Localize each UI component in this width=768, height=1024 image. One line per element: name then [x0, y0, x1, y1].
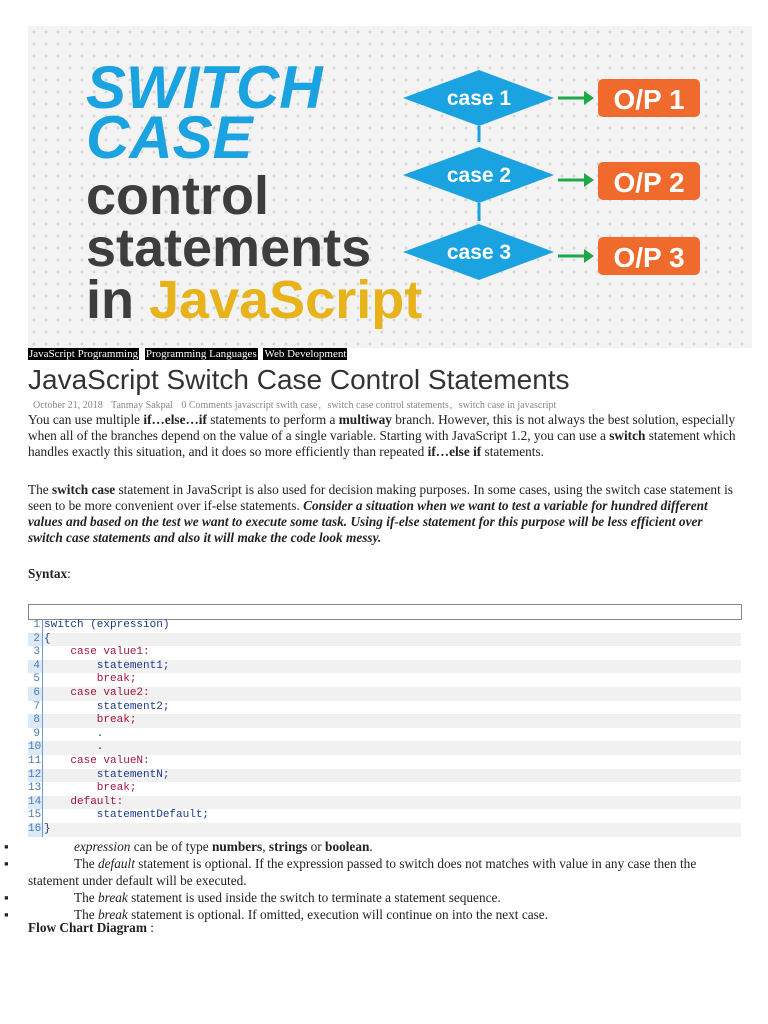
list-item: ▪ The break statement is used inside the switch to terminate a statement sequence.	[4, 890, 501, 905]
post-date[interactable]: October 21, 2018	[33, 400, 103, 411]
code-line: 7 statement2;	[28, 701, 741, 715]
bullet-icon: ▪	[4, 907, 9, 922]
list-item: ▪ expression can be of type numbers, strings or boolean.	[4, 839, 373, 854]
case-3-label: case 3	[446, 241, 512, 264]
page-title: JavaScript Switch Case Control Statements	[28, 364, 570, 395]
code-line: 3 case value1:	[28, 646, 741, 660]
code-line: 9 .	[28, 728, 741, 742]
tag-programming-languages[interactable]: Programming Languages	[145, 348, 257, 360]
code-line: 12 statementN;	[28, 769, 741, 783]
list-item: ▪ The break statement is optional. If omitted, execution will continue on into the next case.	[4, 907, 549, 922]
hero-title-switch: SWITCH	[86, 54, 323, 121]
code-line: 13 break;	[28, 782, 137, 795]
hero-title-statements: statements	[86, 218, 372, 278]
hero-banner-image	[28, 26, 752, 348]
syntax-label: Syntax:	[28, 566, 71, 581]
bullet-icon: ▪	[4, 890, 9, 905]
list-item: ▪ The default statement is optional. If the expression passed to switch does not matches with value in any case then the statement under default will be executed.	[4, 856, 697, 888]
post-comments[interactable]: 0 Comments	[181, 400, 233, 411]
hero-title-case: CASE	[86, 104, 253, 171]
code-line: 2 {	[28, 633, 741, 647]
hero-graphic	[28, 26, 752, 348]
output-2-label: O/P 2	[613, 167, 685, 198]
svg-text:in JavaScrip	[86, 270, 422, 330]
keyword-link-2[interactable]: switch case control statements	[327, 400, 449, 411]
code-line: 14 default:	[28, 796, 741, 810]
output-1-label: O/P 1	[613, 84, 685, 115]
code-line: 6 case value2:	[28, 687, 741, 701]
case-1-label: case 1	[446, 87, 512, 110]
arrow-3-icon	[584, 249, 594, 263]
arrow-2-icon	[584, 173, 594, 187]
category-tags	[28, 348, 350, 361]
tag-javascript-programming[interactable]: JavaScript Programming	[29, 348, 139, 360]
hero-title-in: in	[86, 270, 134, 330]
switch-case-paragraph: The switch case statement in JavaScript is also used for decision making purposes. In some cases, using the switch case statement is seen to be more convenient over if-else statements. Consider a situation when we want to test a variable for hundred different values and based on the test we want to execute some task. Using if-else statement for this purpose will be less efficient over switch case statements and also it will make the code look messy.	[28, 482, 733, 545]
post-author[interactable]: Tanmay Sakpal	[111, 400, 173, 411]
output-3-label: O/P 3	[613, 242, 685, 273]
notes-list	[4, 838, 744, 923]
keyword-link-3[interactable]: switch case in javascript	[458, 400, 557, 411]
bullet-icon: ▪	[4, 856, 9, 871]
hero-title-javascript: JavaScript	[149, 270, 423, 330]
code-line: 16 }	[28, 823, 741, 837]
code-line: 4 statement1;	[28, 660, 741, 674]
code-block	[28, 619, 741, 837]
arrow-1-icon	[584, 91, 594, 105]
bullet-icon: ▪	[4, 839, 9, 854]
code-toolbar	[28, 604, 742, 620]
code-line: 11 case valueN:	[28, 754, 150, 767]
code-line: 10 .	[28, 741, 741, 755]
post-meta: October 21, 2018 Tanmay Sakpal 0 Comments javascript swith case, switch case control statements, switch case in javascript	[33, 400, 557, 411]
code-line: 5 break;	[28, 673, 741, 687]
intro-paragraph: You can use multiple if…else…if statements to perform a multiway branch. However, this is not always the best solution, especially when all of the branches depend on the value of a single variable. Starting with JavaScript 1.2, you can use a switch statement which handles exactly this situation, and it does so more efficiently than repeated if…else if statements.	[28, 412, 736, 459]
flow-chart-heading: Flow Chart Diagram :	[28, 920, 154, 935]
code-line: 15 statementDefault;	[28, 809, 210, 822]
case-2-label: case 2	[446, 164, 512, 187]
tag-web-development[interactable]: Web Development	[264, 348, 347, 360]
code-line: 8 break;	[28, 714, 741, 728]
code-line: 1 switch (expression)	[28, 619, 741, 633]
keyword-link-1[interactable]: javascript swith case	[234, 400, 318, 411]
hero-title-control: control	[86, 166, 269, 226]
